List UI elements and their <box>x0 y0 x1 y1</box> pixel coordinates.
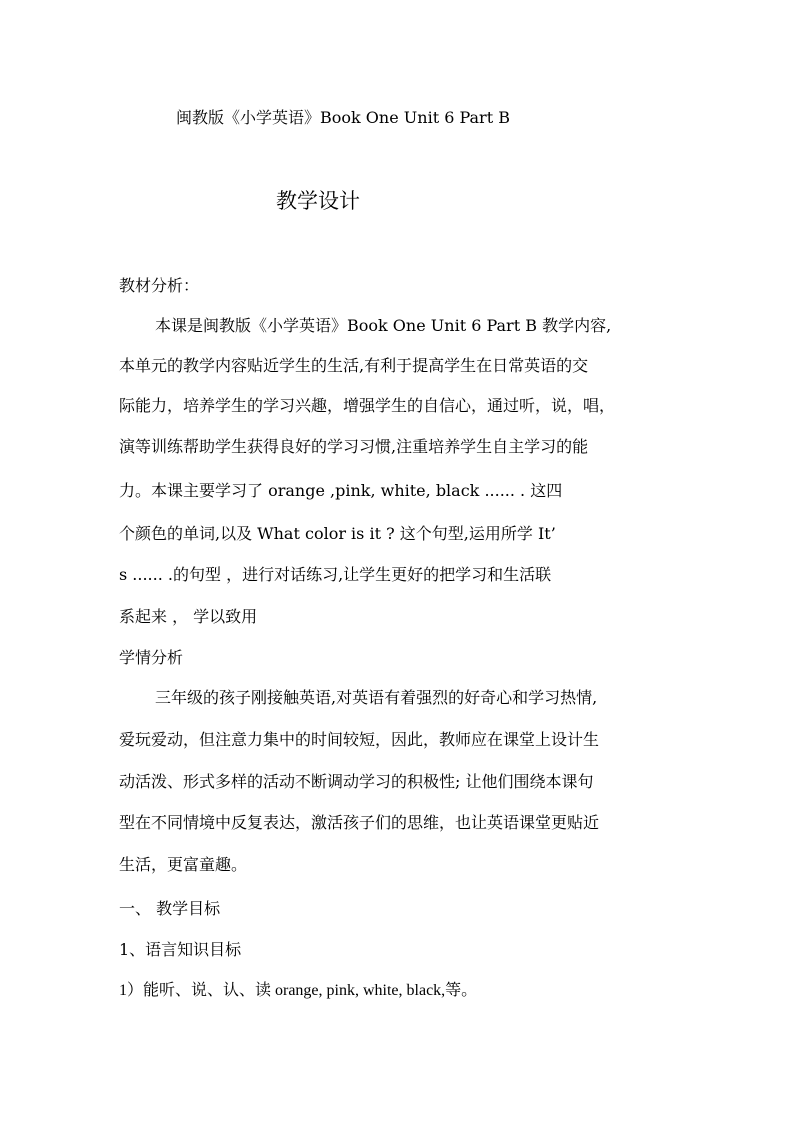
material-analysis-line: 本单元的教学内容贴近学生的生活,有利于提高学生在日常英语的交 <box>119 356 589 375</box>
learner-analysis-heading: 学情分析 <box>119 648 184 667</box>
objective-1-heading: 1、语言知识目标 <box>119 940 242 959</box>
document-header-title: 闽教版《小学英语》Book One Unit 6 Part B <box>176 108 510 127</box>
learner-analysis-line: 爱玩爱动，但注意力集中的时间较短，因此，教师应在课堂上设计生 <box>119 730 600 749</box>
learner-analysis-line: 动活泼、形式多样的活动不断调动学习的积极性; 让他们围绕本课句 <box>119 772 594 791</box>
material-analysis-line: 系起来 ， 学以致用 <box>119 607 258 626</box>
objective-1-item-1: 1）能听、说、认、读 orange, pink, white, black,等。 <box>119 982 478 999</box>
material-analysis-line: 际能力，培养学生的学习兴趣，增强学生的自信心，通过听，说，唱， <box>119 396 616 415</box>
learner-analysis-line: 型在不同情境中反复表达，激活孩子们的思维，也让英语课堂更贴近 <box>119 813 600 832</box>
learner-analysis-line: 生活，更富童趣。 <box>119 855 248 874</box>
learner-analysis-line: 三年级的孩子刚接触英语,对英语有着强烈的好奇心和学习热情, <box>155 688 598 707</box>
material-analysis-line: 演等训练帮助学生获得良好的学习习惯,注重培养学生自主学习的能 <box>119 437 589 456</box>
material-analysis-line: 个颜色的单词,以及 What color is it ? 这个句型,运用所学 It’ <box>119 524 556 543</box>
material-analysis-line: s ...... .的句型 ，进行对话练习,让学生更好的把学习和生活联 <box>119 565 552 584</box>
material-analysis-line: 本课是闽教版《小学英语》Book One Unit 6 Part B 教学内容, <box>155 316 612 335</box>
material-analysis-heading: 教材分析： <box>119 276 200 295</box>
material-analysis-line: 力。本课主要学习了 orange ,pink, white, black ...... . 这四 <box>119 481 563 500</box>
objectives-heading: 一、 教学目标 <box>119 899 221 918</box>
document-main-title: 教学设计 <box>276 189 360 213</box>
